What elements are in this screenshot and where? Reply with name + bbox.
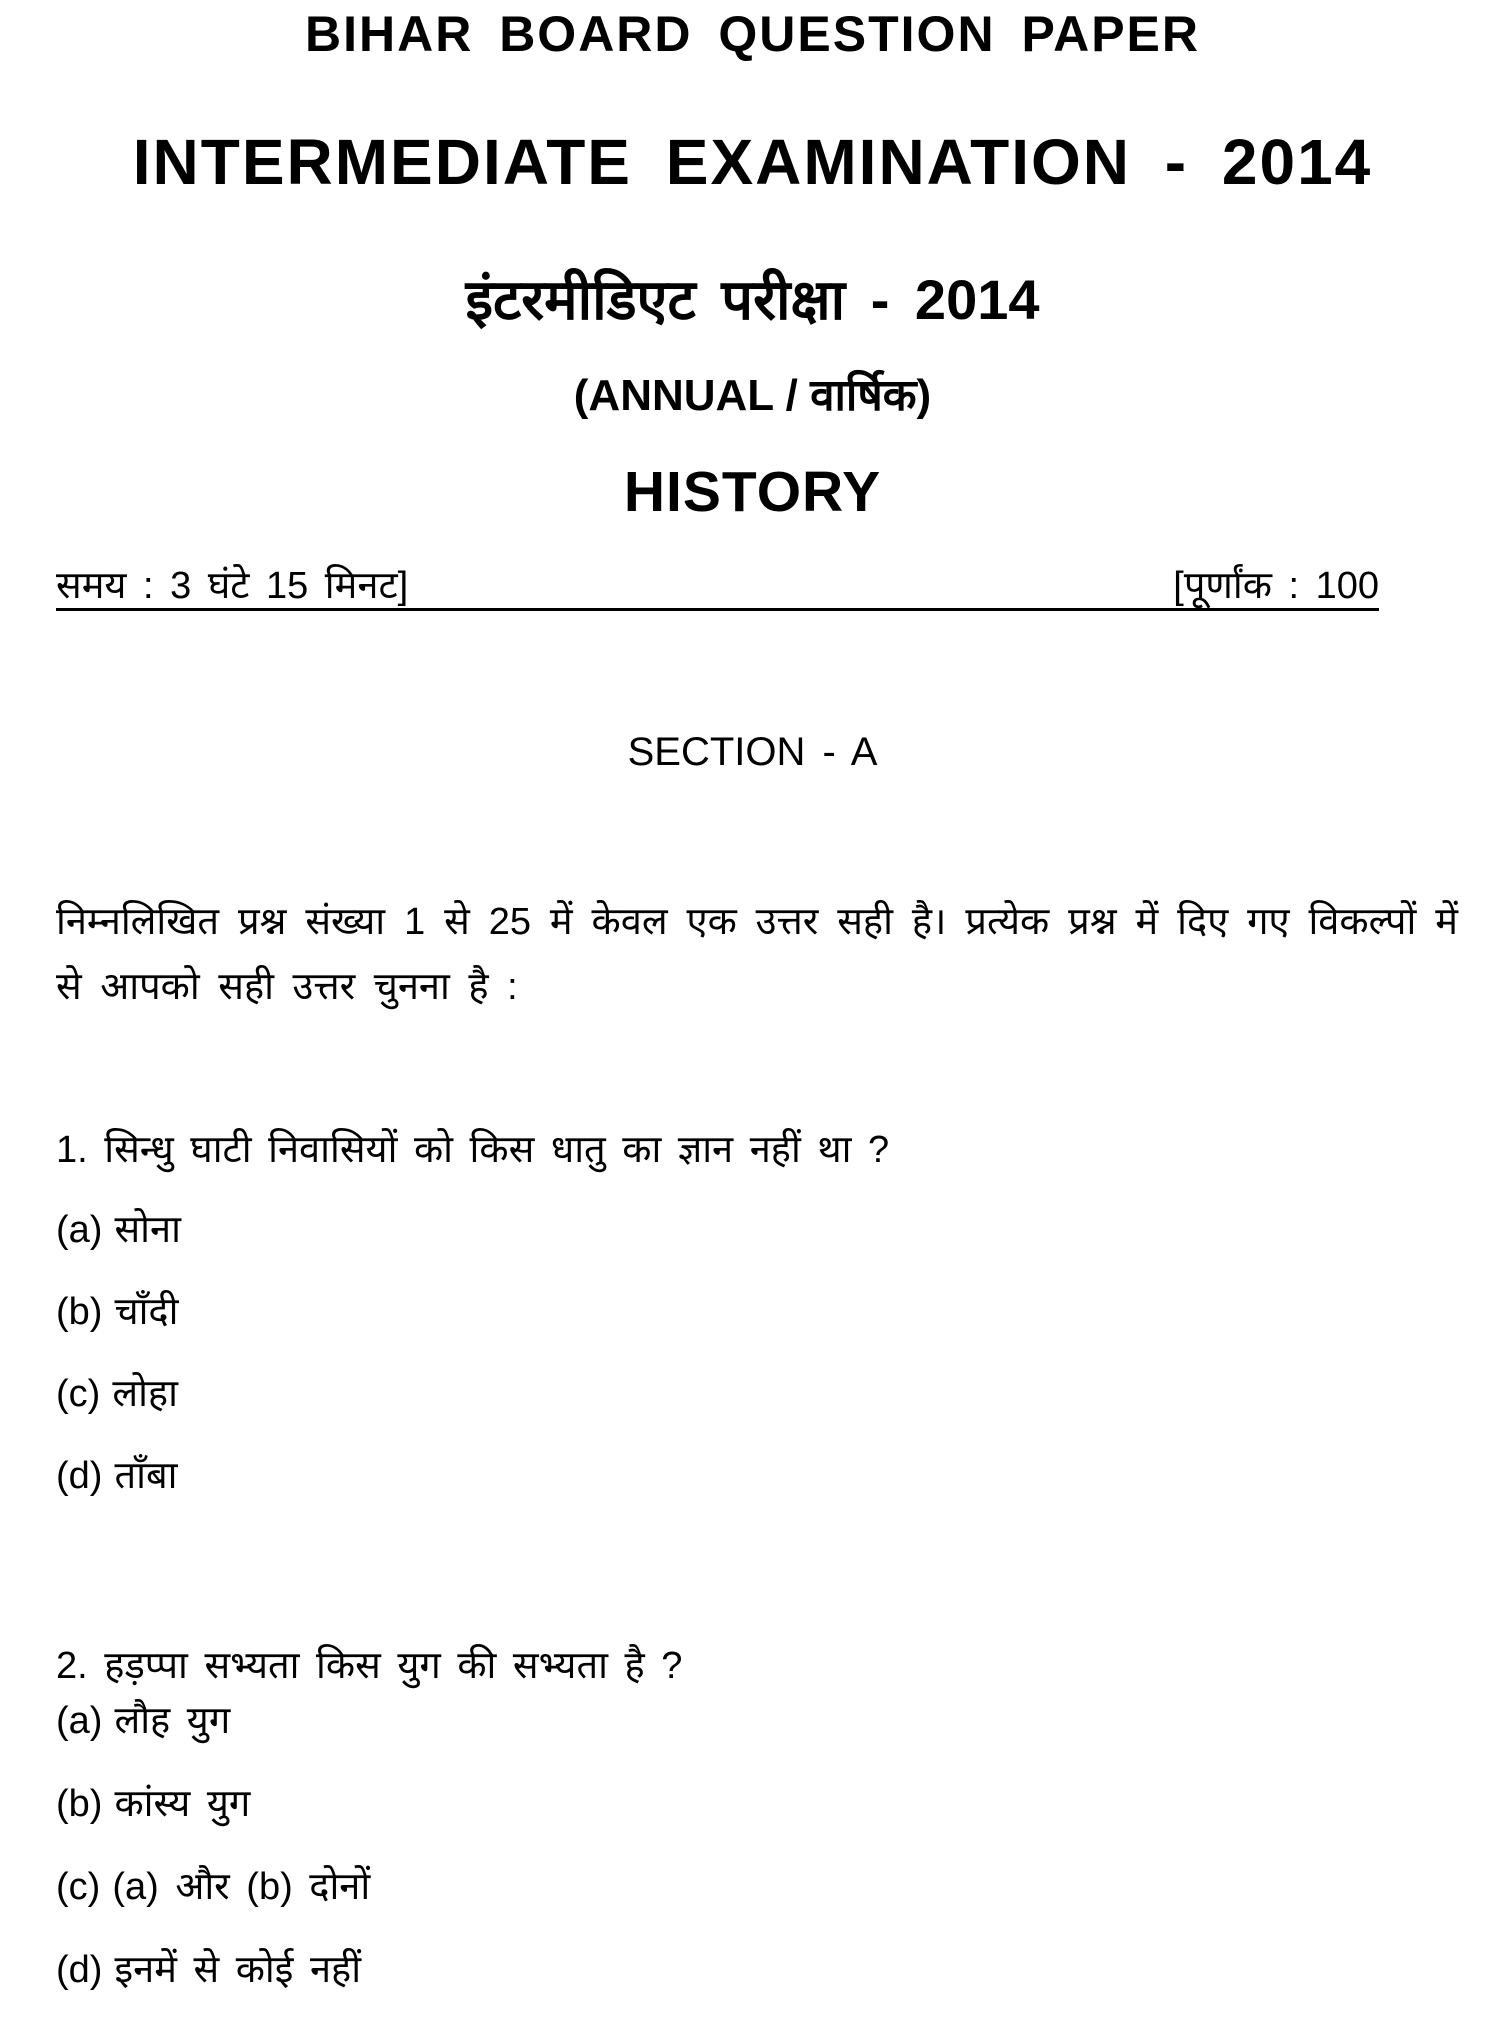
question-1-option-b bbox=[56, 1288, 178, 1336]
board-title: BIHAR BOARD QUESTION PAPER bbox=[304, 6, 1200, 62]
option-text: चाँदी bbox=[114, 1291, 179, 1333]
subject-title: HISTORY bbox=[623, 460, 882, 524]
question-2-option-b bbox=[56, 1780, 250, 1828]
full-marks: [पूर्णांक : 100 bbox=[1173, 565, 1379, 607]
question-1-option-d bbox=[56, 1452, 178, 1500]
question-text: सिन्धु घाटी निवासियों को किस धातु का ज्ञान नहीं था ? bbox=[104, 1129, 890, 1171]
option-text: (a) और (b) दोनों bbox=[112, 1866, 371, 1908]
exam-title-hindi: इंटरमीडिएट परीक्षा - 2014 bbox=[465, 268, 1040, 331]
option-text: ताँबा bbox=[114, 1455, 178, 1497]
question-number: 1. bbox=[56, 1129, 88, 1171]
question-1 bbox=[56, 1126, 889, 1174]
question-text: हड़प्पा सभ्यता किस युग की सभ्यता है ? bbox=[104, 1645, 683, 1687]
option-label: (d) bbox=[56, 1455, 103, 1497]
option-label: (b) bbox=[56, 1783, 103, 1825]
question-2-option-d bbox=[56, 1946, 361, 1994]
option-label: (d) bbox=[56, 1949, 103, 1991]
time-marks-row bbox=[56, 564, 1379, 611]
option-label: (c) bbox=[56, 1866, 101, 1908]
question-number: 2. bbox=[56, 1645, 88, 1687]
option-text: कांस्य युग bbox=[114, 1783, 251, 1825]
exam-type: (ANNUAL / वार्षिक) bbox=[573, 371, 932, 420]
option-text: सोना bbox=[114, 1209, 181, 1251]
time-allowed: समय : 3 घंटे 15 मिनट] bbox=[56, 565, 409, 607]
question-2-option-a bbox=[56, 1697, 230, 1745]
section-title: SECTION - A bbox=[627, 730, 878, 774]
exam-title-english: INTERMEDIATE EXAMINATION - 2014 bbox=[132, 126, 1373, 198]
option-label: (a) bbox=[56, 1700, 103, 1742]
question-2-option-c bbox=[56, 1863, 370, 1911]
option-label: (c) bbox=[56, 1373, 101, 1415]
option-label: (b) bbox=[56, 1291, 103, 1333]
option-text: लौह युग bbox=[114, 1700, 231, 1742]
section-instructions: निम्नलिखित प्रश्न संख्या 1 से 25 में केवल एक उत्तर सही है। प्रत्येक प्रश्न में दिए गए विकल्पों में से आपको सही उत्तर चुनना है : bbox=[56, 901, 1458, 1008]
option-text: लोहा bbox=[112, 1373, 178, 1415]
question-1-option-a bbox=[56, 1206, 181, 1254]
option-text: इनमें से कोई नहीं bbox=[114, 1949, 362, 1991]
question-2 bbox=[56, 1642, 682, 1690]
option-label: (a) bbox=[56, 1209, 103, 1251]
question-1-option-c bbox=[56, 1370, 178, 1418]
